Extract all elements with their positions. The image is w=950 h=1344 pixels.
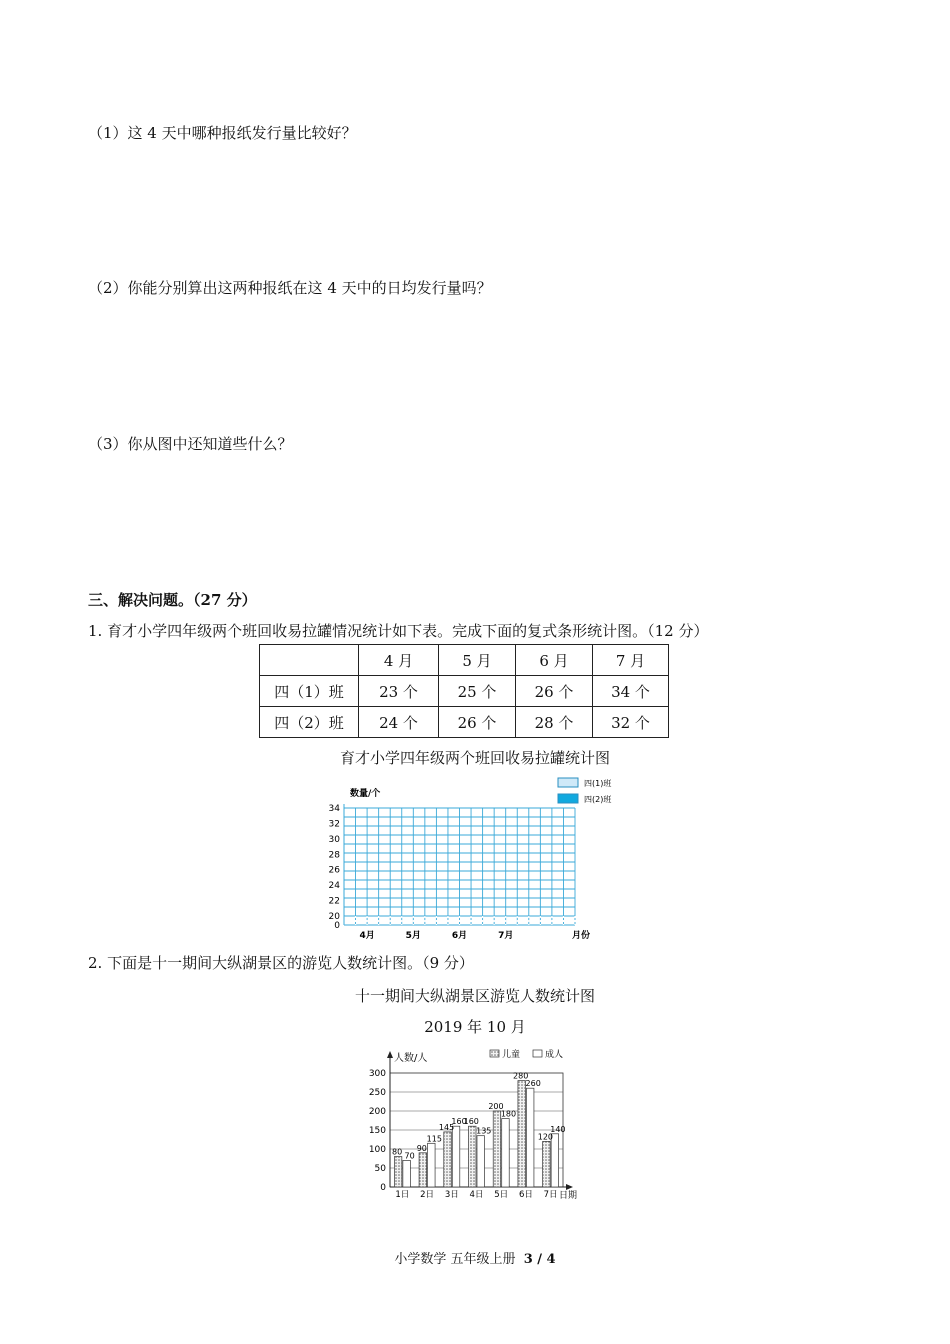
y-tick-label: 150	[368, 1126, 386, 1136]
legend-label-adults: 成人	[545, 1050, 564, 1060]
data-label-children: 280	[513, 1071, 529, 1081]
bar-adults	[477, 1136, 485, 1187]
chart2-subtitle: 2019 年 10 月	[424, 1018, 526, 1036]
table-cell: 32 个	[593, 707, 669, 738]
footer-text: 小学数学 五年级上册	[394, 1252, 516, 1267]
x-tick-label: 5月	[405, 931, 421, 941]
chart1-ylabel: 数量/个	[350, 789, 381, 799]
y-tick-label: 22	[328, 896, 340, 907]
x-tick-label: 2日	[420, 1190, 435, 1200]
legend-swatch-adults	[533, 1050, 542, 1057]
legend-swatch-class1	[558, 778, 578, 787]
data-label-adults: 135	[476, 1126, 492, 1136]
bar-adults	[452, 1126, 460, 1187]
table-cell: 26 个	[516, 676, 593, 707]
bar-adults	[526, 1088, 534, 1187]
y-tick-label: 250	[368, 1088, 386, 1098]
table-cell: 26 个	[439, 707, 516, 738]
bar-children	[493, 1111, 501, 1187]
table-cell: 23 个	[359, 676, 439, 707]
y-tick-label: 200	[368, 1107, 386, 1117]
data-label-children: 90	[416, 1143, 427, 1153]
data-label-adults: 70	[404, 1151, 415, 1161]
data-label-children: 145	[438, 1122, 455, 1132]
table-cell: 28 个	[516, 707, 593, 738]
chart2-xlabel: 日期	[559, 1191, 578, 1201]
table-cell	[260, 645, 359, 676]
table-header-row	[260, 645, 669, 676]
bar-adults	[403, 1160, 411, 1187]
legend-swatch-class2	[558, 794, 578, 803]
y-axis-arrow	[387, 1051, 393, 1058]
y-tick-label: 24	[328, 881, 340, 892]
bar-children	[444, 1132, 452, 1187]
data-label-adults: 140	[550, 1124, 566, 1134]
chart1-xlabel: 月份	[572, 931, 591, 941]
y-tick-label: 20	[328, 912, 340, 922]
table-header-cell: 4 月	[359, 645, 439, 676]
chart1-title: 育才小学四年级两个班回收易拉罐统计图	[339, 749, 610, 767]
bar-adults	[428, 1143, 436, 1187]
y-tick-label: 28	[328, 850, 340, 861]
problem-2-text: 2. 下面是十一期间大纵湖景区的游览人数统计图。（9 分）	[88, 954, 474, 972]
question-3: （3）你从图中还知道些什么？	[88, 435, 293, 453]
bar-children	[419, 1153, 427, 1187]
data-label-adults: 115	[426, 1134, 442, 1144]
x-tick-label: 6日	[518, 1190, 533, 1200]
y-tick-label: 100	[368, 1145, 386, 1155]
table-row	[260, 676, 669, 707]
data-label-children: 80	[392, 1147, 403, 1157]
table-cell: 24 个	[359, 707, 439, 738]
y-tick-label: 34	[328, 804, 340, 814]
data-label-adults: 160	[451, 1117, 467, 1127]
x-tick-label: 4日	[469, 1190, 484, 1200]
table-cell: 四（2）班	[260, 707, 359, 738]
x-tick-label: 3日	[444, 1190, 459, 1200]
table-cell: 四（1）班	[260, 676, 359, 707]
table-header-cell: 6 月	[516, 645, 593, 676]
data-label-children: 200	[488, 1102, 504, 1111]
x-axis-arrow	[566, 1184, 573, 1190]
y-tick-label: 300	[368, 1069, 386, 1079]
table-header-cell: 5 月	[439, 645, 516, 676]
data-label-children: 160	[463, 1117, 479, 1127]
cans-table	[259, 644, 669, 738]
table-cell: 25 个	[439, 676, 516, 707]
data-label-adults: 180	[500, 1109, 517, 1119]
legend-label-children: 儿童	[502, 1050, 521, 1060]
data-label-adults: 260	[525, 1079, 541, 1089]
question-1: （1）这 4 天中哪种报纸发行量比较好？	[88, 124, 357, 142]
page-number: 3 / 4	[523, 1252, 556, 1267]
section-heading: 三、解决问题。（27 分）	[88, 591, 257, 609]
bar-children	[518, 1081, 526, 1187]
x-tick-label: 1日	[395, 1190, 410, 1200]
legend-label-class2: 四(2)班	[584, 795, 612, 804]
question-2: （2）你能分别算出这两种报纸在这 4 天中的日均发行量吗？	[88, 279, 492, 297]
y-tick-label: 32	[328, 819, 340, 830]
x-tick-label: 7日	[543, 1190, 558, 1200]
table-row	[260, 707, 669, 738]
bar-children	[543, 1141, 551, 1187]
x-tick-label: 5日	[494, 1190, 509, 1200]
legend-label-class1: 四(1)班	[584, 779, 612, 788]
y-tick-label: 30	[328, 834, 340, 845]
x-tick-label: 4月	[359, 931, 375, 941]
legend-swatch-children	[490, 1050, 499, 1057]
bar-children	[394, 1157, 402, 1187]
chart2-ylabel: 人数/人	[394, 1053, 428, 1064]
cans-bar-chart	[300, 770, 640, 945]
bar-children	[469, 1126, 477, 1187]
tourists-bar-chart	[350, 1045, 600, 1210]
y-tick-label: 0	[334, 921, 340, 931]
y-tick-label: 26	[328, 865, 340, 876]
chart2-title: 十一期间大纵湖景区游览人数统计图	[354, 987, 595, 1005]
y-tick-label: 0	[380, 1183, 386, 1193]
problem-1-text: 1. 育才小学四年级两个班回收易拉罐情况统计如下表。完成下面的复式条形统计图。（12 分）	[88, 622, 709, 640]
bar-adults	[551, 1134, 559, 1187]
x-tick-label: 7月	[498, 931, 514, 941]
x-tick-label: 6月	[451, 931, 468, 941]
bar-adults	[502, 1119, 510, 1187]
table-cell: 34 个	[593, 676, 669, 707]
data-label-children: 120	[537, 1132, 554, 1142]
page-footer	[0, 1248, 950, 1267]
table-header-cell: 7 月	[593, 645, 669, 676]
y-tick-label: 50	[374, 1164, 386, 1174]
